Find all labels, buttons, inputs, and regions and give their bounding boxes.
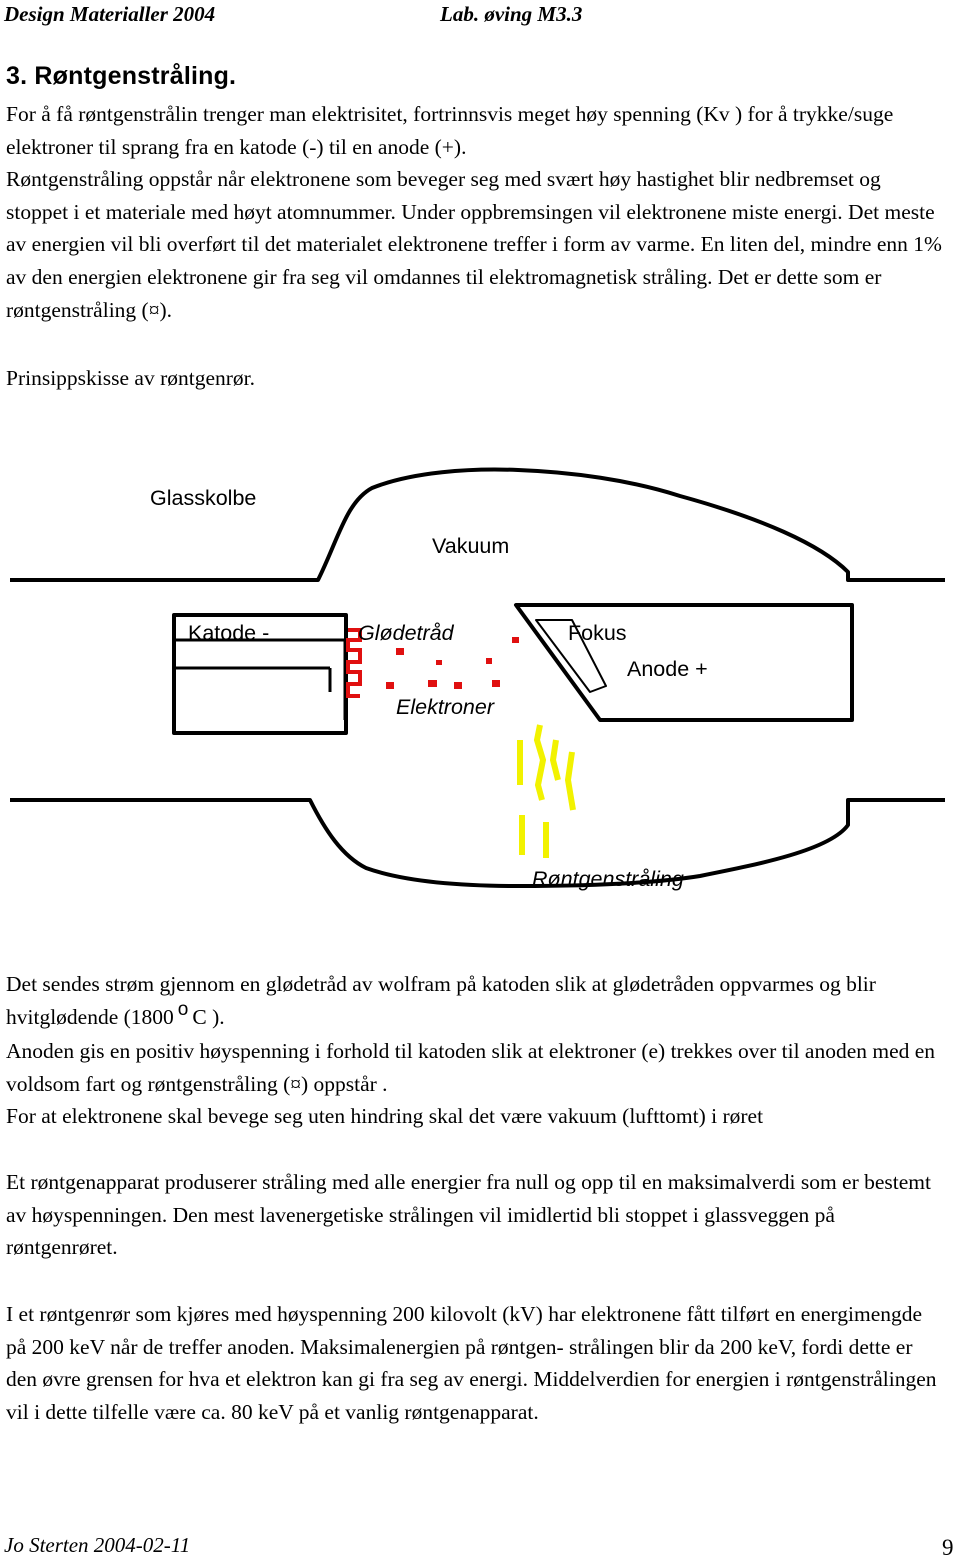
xray-beams <box>520 725 573 858</box>
label-glodetrad: Glødetråd <box>358 621 454 645</box>
label-glasskolbe: Glasskolbe <box>150 486 257 510</box>
electron <box>492 680 500 687</box>
xray-beam <box>568 752 573 810</box>
section-title: 3. Røntgenstråling. <box>6 62 237 90</box>
body-paragraph-1 <box>6 968 946 1133</box>
footer-author-date: Jo Sterten 2004-02-11 <box>4 1533 191 1557</box>
body-paragraph-3: I et røntgenrør som kjøres med høyspenning 200 kilovolt (kV) har elektronene fått tilført en energimengde på 200 keV når de treffer anoden. Maksimalenergien på røntgen- strålingen blir da 200 keV, fordi dette er den øvre grensen for hva et elektron kan gi fra seg av energi. Middelverdien for energien i røntgenstrålingen vil i dette tilfelle være ca. 80 keV på et vanlig røntgenapparat. <box>6 1302 937 1424</box>
anode-sentence: Anoden gis en positiv høyspenning i forhold til katoden slik at elektroner (e) trekkes over til anoden med en voldsom fart og røntgenstråling (¤) oppstår . <box>6 1039 936 1096</box>
intro-sentence-2: Røntgenstråling oppstår når elektronene som beveger seg med svært høy hastighet blir nedbremset og stoppet i et materiale med høyt atomnummer. Under oppbremsingen vil elektronene miste energi. Det meste av energien vil bli overført til det materialet elektronene treffer i form av varme. En liten del, mindre enn 1% av den energien elektronene gir fra seg vil omdannes til elektromagnetisk stråling. Det er dette som er røntgenstråling (¤). <box>6 167 942 322</box>
electron <box>454 682 462 689</box>
electron <box>386 682 394 689</box>
xray-beam <box>537 725 543 800</box>
vacuum-sentence: For at elektronene skal bevege seg uten hindring skal det være vakuum (lufttomt) i røret <box>6 1104 764 1129</box>
label-elektroner: Elektroner <box>396 695 494 719</box>
label-rontgenstraling: Røntgenstråling <box>532 867 684 891</box>
diagram-caption: Prinsippskisse av røntgenrør. <box>6 366 256 390</box>
label-vakuum: Vakuum <box>432 534 510 558</box>
page-number: 9 <box>942 1535 954 1560</box>
header-title: Design Materialler 2004 <box>4 2 216 26</box>
xray-tube-diagram <box>0 440 960 910</box>
degree-superscript: o <box>177 998 189 1020</box>
xray-beam <box>553 740 558 780</box>
electron <box>512 637 519 643</box>
label-katode: Katode - <box>188 621 270 645</box>
intro-sentence-1: For å få røntgenstrålin trenger man elektrisitet, fortrinnsvis meget høy spenning (Kv ) for å trykke/suge elektroner til sprang fra en katode (-) til en anode (+). <box>6 102 894 159</box>
label-fokus: Fokus <box>568 621 627 645</box>
electron <box>436 660 442 665</box>
glass-bulb-bottom <box>10 800 945 886</box>
celsius-unit: C ). <box>192 1004 225 1029</box>
header-lab-id: Lab. øving M3.3 <box>440 2 583 26</box>
filament-sentence: Det sendes strøm gjennom en glødetråd av wolfram på katoden slik at glødetråden oppvarmes og blir hvitglødende (1800 <box>6 972 876 1029</box>
body-paragraph-2: Et røntgenapparat produserer stråling med alle energier fra null og opp til en maksimalverdi som er bestemt av høyspenningen. Den mest lavenergetiske strålingen vil imidlertid bli stoppet i glassveggen på røntgenrøret. <box>6 1170 932 1260</box>
filament-support <box>176 640 345 720</box>
electron <box>428 680 437 687</box>
label-anode: Anode + <box>627 657 708 681</box>
electron <box>486 658 492 664</box>
intro-paragraph <box>6 98 946 326</box>
electron <box>396 648 404 655</box>
